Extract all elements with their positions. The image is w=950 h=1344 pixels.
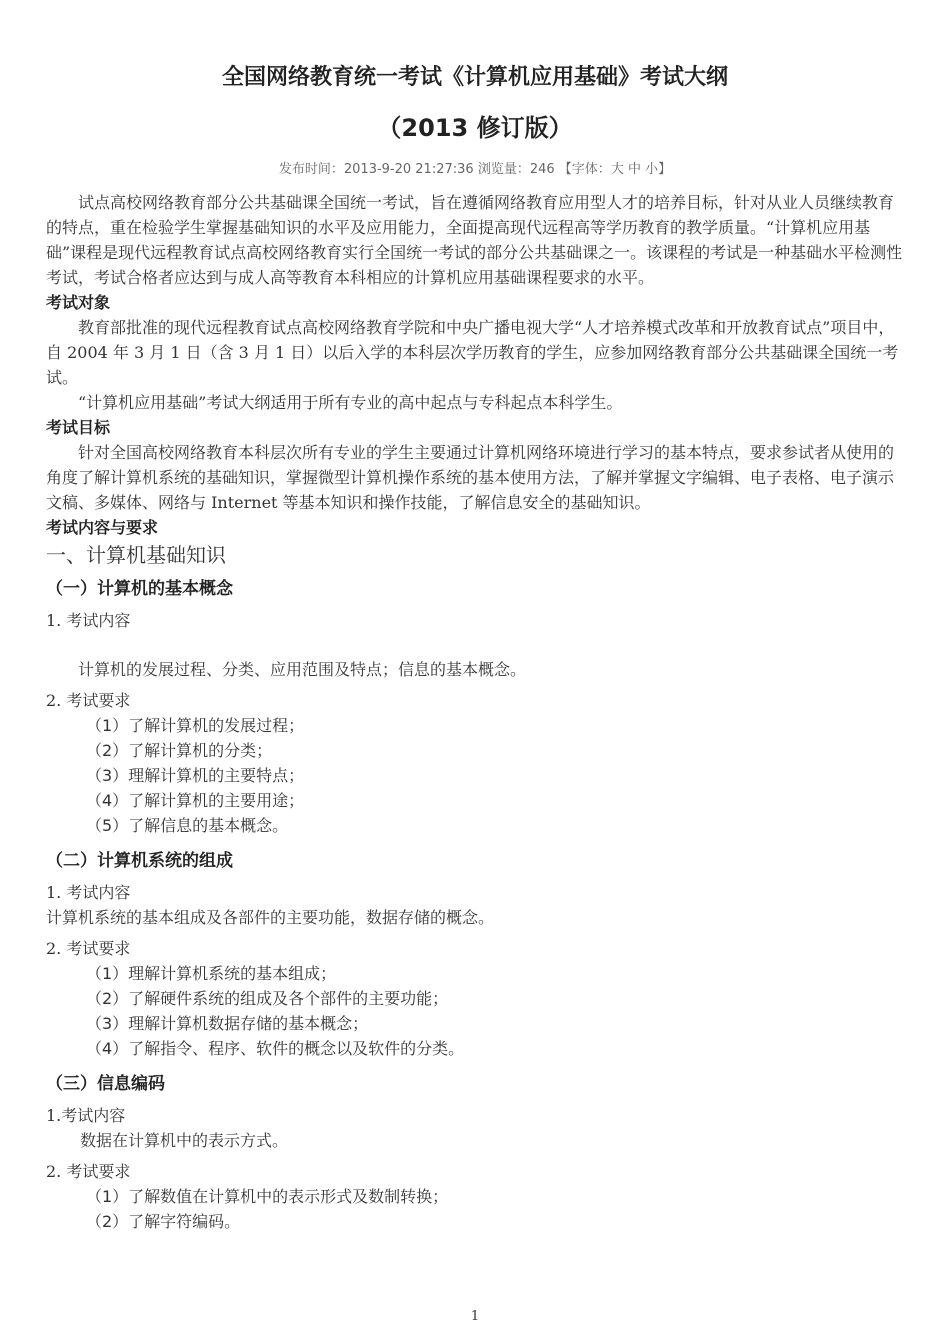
intro-paragraph: 试点高校网络教育部分公共基础课全国统一考试，旨在遵循网络教育应用型人才的培养目标，针对从业人员继续教育的特点，重在检验学生掌握基础知识的水平及应用能力，全面提高现代远程高等学历教育的教学质量。“计算机应用基础”课程是现代远程教育试点高校网络教育实行全国统一考试的部分公共基础课之一。该课程的考试是一种基础水平检测性考试，考试合格者应达到与成人高等教育本科相应的计算机应用基础课程要求的水平。 xyxy=(46,193,903,287)
section-2-req-3: （3）理解计算机数据存储的基本概念； xyxy=(86,1014,369,1033)
section-2-content-label: 1. 考试内容 xyxy=(46,883,131,902)
section-2-req-4: （4）了解指令、程序、软件的概念以及软件的分类。 xyxy=(86,1039,465,1058)
section-1-title: （一）计算机的基本概念 xyxy=(46,579,233,599)
target-heading: 考试对象 xyxy=(46,293,111,312)
section-1-req-5: （5）了解信息的基本概念。 xyxy=(86,816,289,835)
target-paragraph-1: 教育部批准的现代远程教育试点高校网络教育学院和中央广播电视大学“人才培养模式改革和开放教育试点”项目中，自 2004 年 3 月 1 日（含 3 月 1 日）以后入学的本科层次学历教育的学生，应参加网络教育部分公共基础课全国统一考试。 xyxy=(46,318,899,387)
target-paragraph-2: “计算机应用基础”考试大纲适用于所有专业的高中起点与专科起点本科学生。 xyxy=(78,393,623,412)
spacer xyxy=(46,633,908,657)
goal-paragraph: 针对全国高校网络教育本科层次所有专业的学生主要通过计算机网络环境进行学习的基本特点，要求参试者从使用的角度了解计算机系统的基础知识，掌握微型计算机操作系统的基本使用方法，了解并掌握文字编辑、电子表格、电子演示文稿、多媒体、网络与 Internet 等基本知识和操作技能，了解信息安全的基础知识。 xyxy=(46,443,895,512)
chapter-heading: 一、计算机基础知识 xyxy=(46,543,226,567)
font-medium-link[interactable]: 中 xyxy=(627,162,641,177)
goal-heading: 考试目标 xyxy=(46,418,111,437)
document-body xyxy=(46,190,908,1234)
font-large-link[interactable]: 大 xyxy=(610,162,624,177)
section-3-req-label: 2. 考试要求 xyxy=(46,1162,131,1181)
section-2-req-2: （2）了解硬件系统的组成及各个部件的主要功能； xyxy=(86,989,449,1008)
section-1-req-label: 2. 考试要求 xyxy=(46,691,131,710)
page-number: 1 xyxy=(470,1309,480,1324)
section-3-content-label: 1.考试内容 xyxy=(46,1106,126,1125)
document-title: 全国网络教育统一考试《计算机应用基础》考试大纲 xyxy=(221,64,728,89)
content-heading: 考试内容与要求 xyxy=(46,518,159,537)
section-2-title: （二）计算机系统的组成 xyxy=(46,851,233,871)
publish-time: 2013-9-20 21:27:36 xyxy=(343,162,474,177)
publish-meta xyxy=(0,158,950,177)
font-small-link[interactable]: 小】 xyxy=(645,162,672,177)
section-1-content: 计算机的发展过程、分类、应用范围及特点；信息的基本概念。 xyxy=(78,660,527,679)
publish-label: 发布时间： xyxy=(278,162,344,177)
font-size-label: 【字体： xyxy=(558,162,611,177)
section-1-content-label: 1. 考试内容 xyxy=(46,611,131,630)
views-count: 246 xyxy=(529,162,555,177)
section-1-req-4: （4）了解计算机的主要用途； xyxy=(86,791,305,810)
document-subtitle: （2013 修订版） xyxy=(377,114,573,142)
section-3-req-1: （1）了解数值在计算机中的表示形式及数制转换； xyxy=(86,1187,449,1206)
section-1-req-1: （1）了解计算机的发展过程； xyxy=(86,716,305,735)
section-3-req-2: （2）了解字符编码。 xyxy=(86,1212,241,1231)
section-2-content: 计算机系统的基本组成及各部件的主要功能，数据存储的概念。 xyxy=(46,908,495,927)
section-2-req-label: 2. 考试要求 xyxy=(46,939,131,958)
section-1-req-2: （2）了解计算机的分类； xyxy=(86,741,273,760)
section-1-req-3: （3）理解计算机的主要特点； xyxy=(86,766,305,785)
views-label: 浏览量： xyxy=(477,162,530,177)
section-2-req-1: （1）理解计算机系统的基本组成； xyxy=(86,964,337,983)
section-3-content: 数据在计算机中的表示方式。 xyxy=(80,1131,289,1150)
section-3-title: （三）信息编码 xyxy=(46,1074,165,1094)
